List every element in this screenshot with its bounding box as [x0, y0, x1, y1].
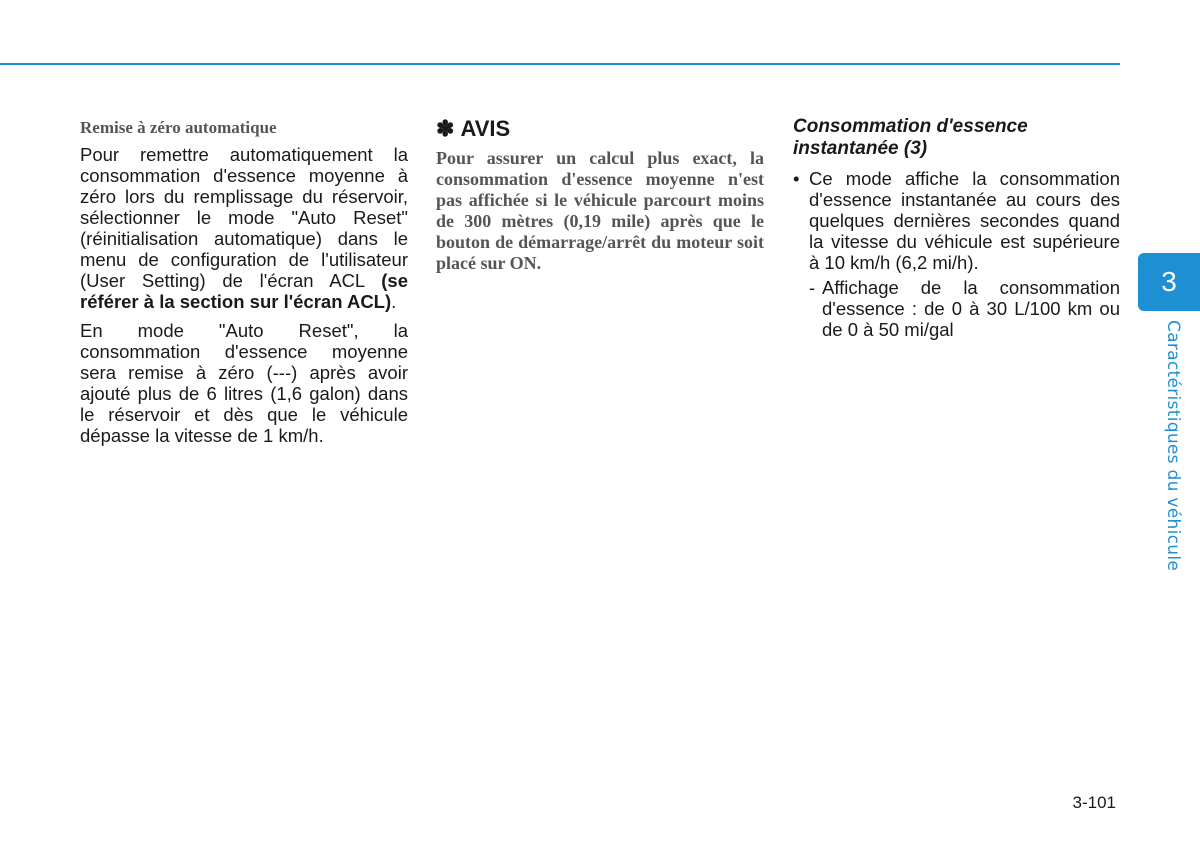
para1-main-text: Pour remettre automatiquement la consommation d'essence moyenne à zéro lors du remplissage du réservoir, sélectionner le mode "Auto Reset" (réinitialisation automatique) dans le menu de configuration de l'utilisateur (User Setting) de l'écran ACL [80, 144, 408, 291]
bullet-text: Ce mode affiche la consommation d'essence instantanée au cours des quelques dernières secondes quand la vitesse du véhicule est supérieure à 10 km/h (6,2 mi/h). [809, 168, 1120, 273]
para1-end: . [391, 291, 397, 312]
right-column [793, 114, 1120, 340]
auto-reset-paragraph-1 [80, 144, 408, 312]
bullet-icon: • [793, 168, 800, 189]
chapter-tab: 3 [1138, 253, 1200, 311]
chapter-title: Caractéristiques du véhicule [1163, 320, 1183, 572]
notice-title [436, 116, 764, 142]
sub-list-item [793, 277, 1120, 340]
page-number: 3-101 [1072, 793, 1116, 812]
sub-item-text: Affichage de la consommation d'essence : de 0 à 30 L/100 km ou de 0 à 50 mi/gal [822, 277, 1120, 340]
dash-icon: - [809, 277, 816, 298]
top-divider [0, 63, 1120, 65]
left-column [80, 114, 408, 454]
instant-consumption-heading: Consommation d'essence instantanée (3) [793, 116, 1028, 159]
para1-bold-reference: (se référer à la section sur l'écran ACL) [80, 270, 408, 312]
auto-reset-heading: Remise à zéro automatique [80, 118, 277, 137]
auto-reset-paragraph-2: En mode "Auto Reset", la consommation d'essence moyenne sera remise à zéro (---) après avoir ajouté plus de 6 litres (1,6 galon) dans le réservoir et dès que le véhicule dépasse la vitesse de 1 km/h. [80, 320, 408, 446]
notice-text: Pour assurer un calcul plus exact, la consommation d'essence moyenne n'est pas affichée si le véhicule parcourt moins de 300 mètres (0,19 mile) après que le bouton de démarrage/arrêt du moteur soit placé sur ON. [436, 148, 764, 273]
asterisk-icon: ✽ [436, 116, 455, 141]
middle-column [436, 114, 764, 274]
list-item [793, 168, 1120, 273]
notice-title-text: AVIS [460, 116, 511, 141]
